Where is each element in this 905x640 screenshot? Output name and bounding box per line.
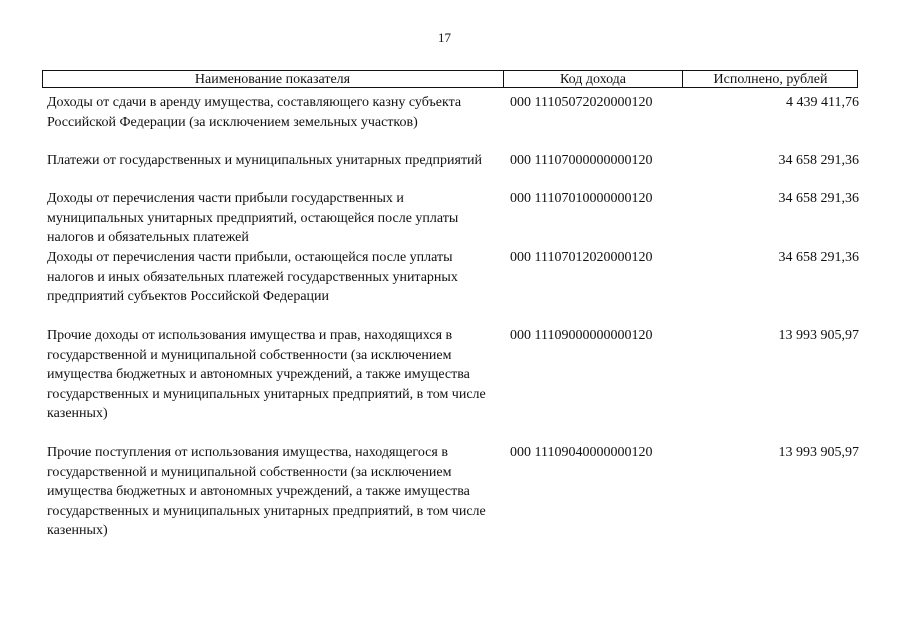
row-amount: 13 993 905,97 [778, 328, 859, 343]
row-code: 000 11107000000000120 [510, 153, 653, 168]
header-executed-amount: Исполнено, рублей [682, 71, 858, 87]
row-amount: 4 439 411,76 [786, 95, 859, 110]
row-name: Доходы от перечисления части прибыли, остающейся после уплаты налогов и иных обязательных платежей государственных унитарных предприятий субъектов Российской Федерации [47, 250, 458, 304]
row-name: Доходы от перечисления части прибыли государственных и муниципальных унитарных предприятий, остающейся после уплаты налогов и обязательных платежей [47, 191, 459, 245]
row-amount: 13 993 905,97 [778, 445, 859, 460]
row-code: 000 11105072020000120 [510, 95, 653, 110]
header-indicator-name: Наименование показателя [194, 72, 351, 87]
row-amount: 34 658 291,36 [778, 153, 859, 168]
row-name: Платежи от государственных и муниципальных унитарных предприятий [47, 153, 483, 168]
row-amount: 34 658 291,36 [778, 191, 859, 206]
row-name: Прочие поступления от использования имущества, находящегося в государственной и муниципальной собственности (за исключением имущества бюджетных и автономных учреждений, а также имущества государственных и муниципальных унитарных предприятий, в том числе казенных) [47, 445, 486, 538]
row-name: Доходы от сдачи в аренду имущества, составляющего казну субъекта Российской Федерации (за исключением земельных участков) [47, 95, 462, 130]
header-income-code: Код дохода [503, 71, 682, 87]
row-code: 000 11107012020000120 [510, 250, 653, 265]
row-code: 000 11109040000000120 [510, 445, 653, 460]
row-code: 000 11109000000000120 [510, 328, 653, 343]
row-amount: 34 658 291,36 [778, 250, 859, 265]
page-number: 17 [438, 30, 451, 45]
row-code: 000 11107010000000120 [510, 191, 653, 206]
table-header [42, 70, 858, 88]
row-name: Прочие доходы от использования имущества и прав, находящихся в государственной и муниципальной собственности (за исключением имущества бюджетных и автономных учреждений, а также имущества государственных и муниципальных унитарных предприятий, в том числе казенных) [47, 328, 486, 421]
